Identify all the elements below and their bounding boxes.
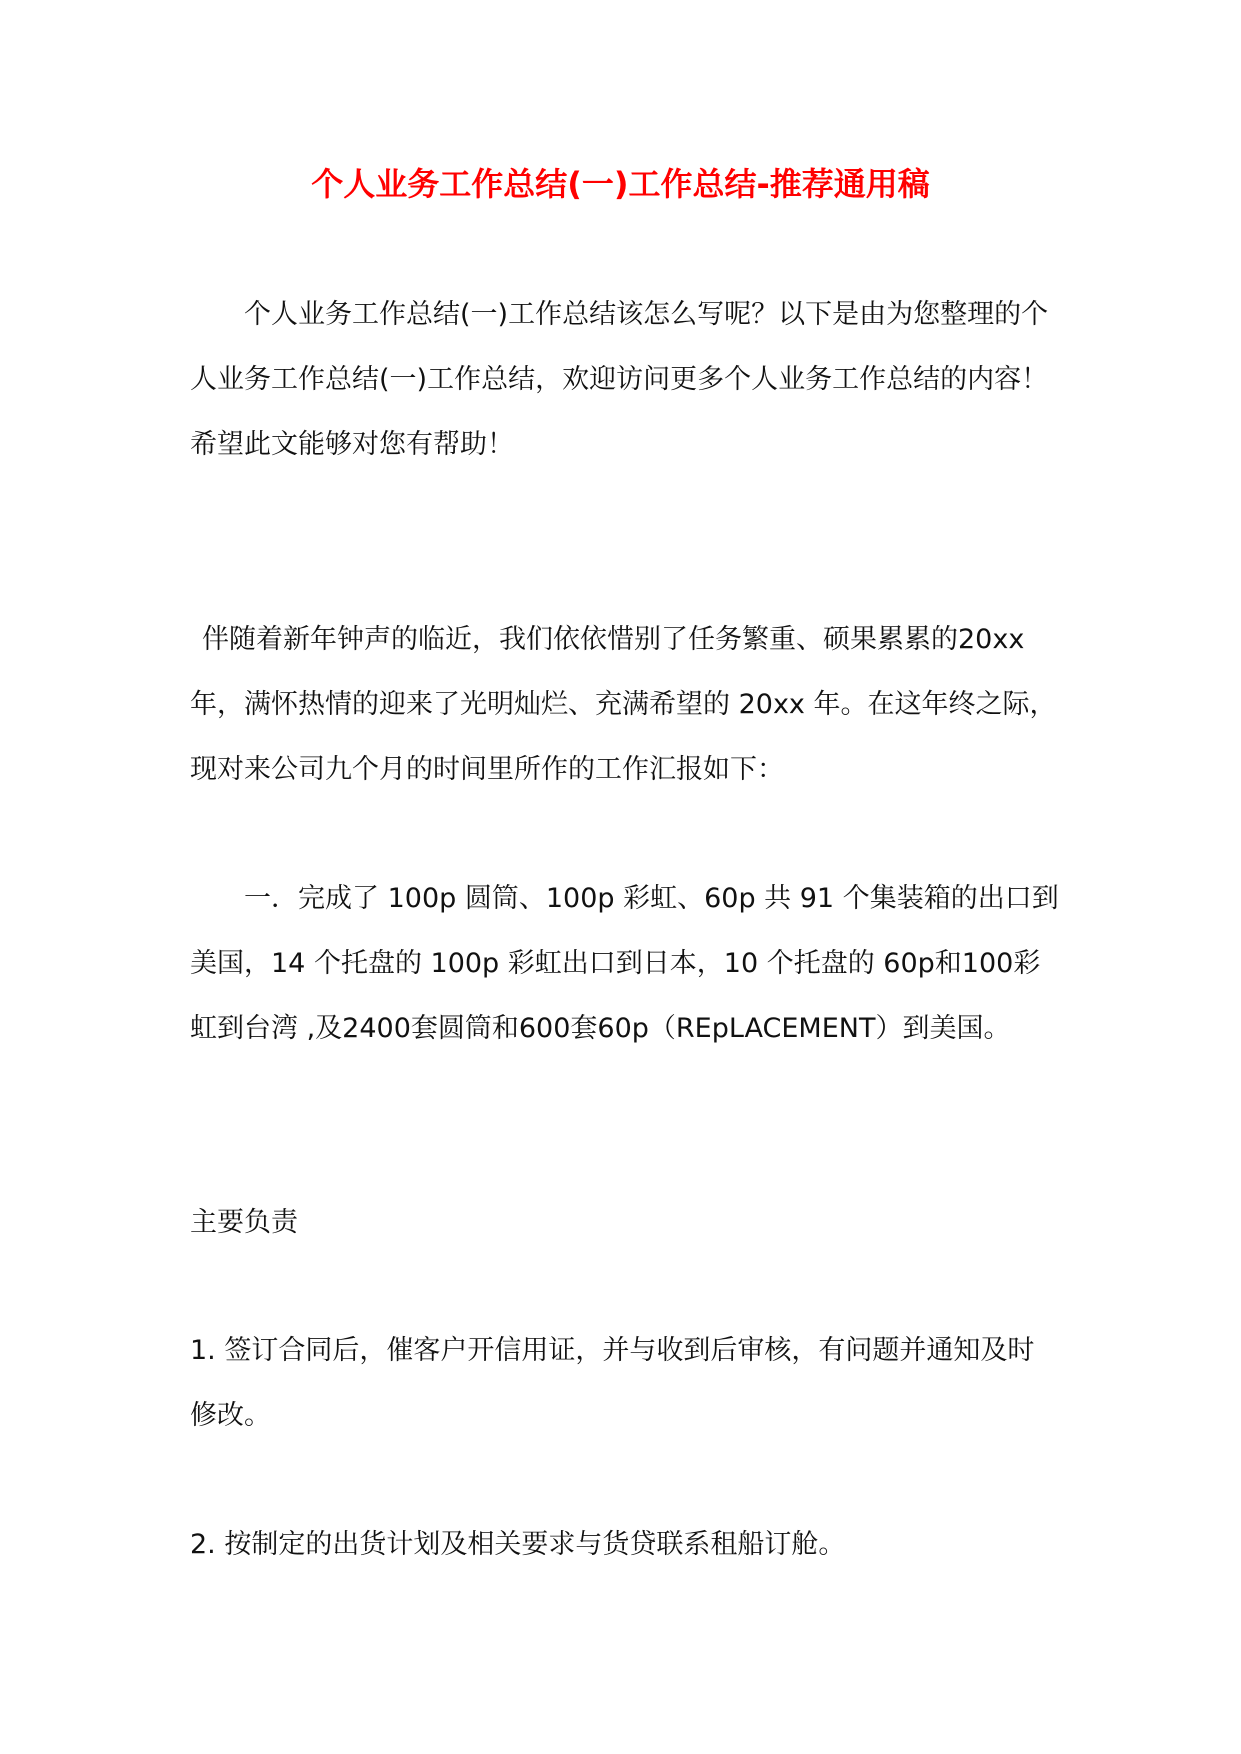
body-paragraph-year-summary: 伴随着新年钟声的临近，我们依依惜别了任务繁重、硕果累累的20xx 年，满怀热情的迎来了光明灿烂、充满希望的 20xx 年。在这年终之际，现对来公司九个月的时间里所作的工作汇报如下： — [190, 624, 1057, 785]
intro-paragraph: 个人业务工作总结(一)工作总结该怎么写呢？以下是由为您整理的个人业务工作总结(一)工作总结，欢迎访问更多个人业务工作总结的内容！希望此文能够对您有帮助！ — [190, 299, 1049, 460]
list-item-2: 2. 按制定的出货计划及相关要求与货贷联系租船订舱。 — [190, 1529, 846, 1560]
list-item-1: 1. 签订合同后，催客户开信用证，并与收到后审核，有问题并通知及时修改。 — [190, 1335, 1035, 1431]
body-paragraph-exports: 一．完成了 100p 圆筒、100p 彩虹、60p 共 91 个集装箱的出口到美国，14 个托盘的 100p 彩虹出口到日本，10 个托盘的 60p和100彩虹到台湾 ,及2400套圆筒和600套60p（REpLACEMENT）到美国。 — [190, 883, 1059, 1044]
section-heading-responsibilities: 主要负责 — [190, 1207, 298, 1238]
document-title: 个人业务工作总结(一)工作总结-推荐通用稿 — [311, 165, 930, 203]
